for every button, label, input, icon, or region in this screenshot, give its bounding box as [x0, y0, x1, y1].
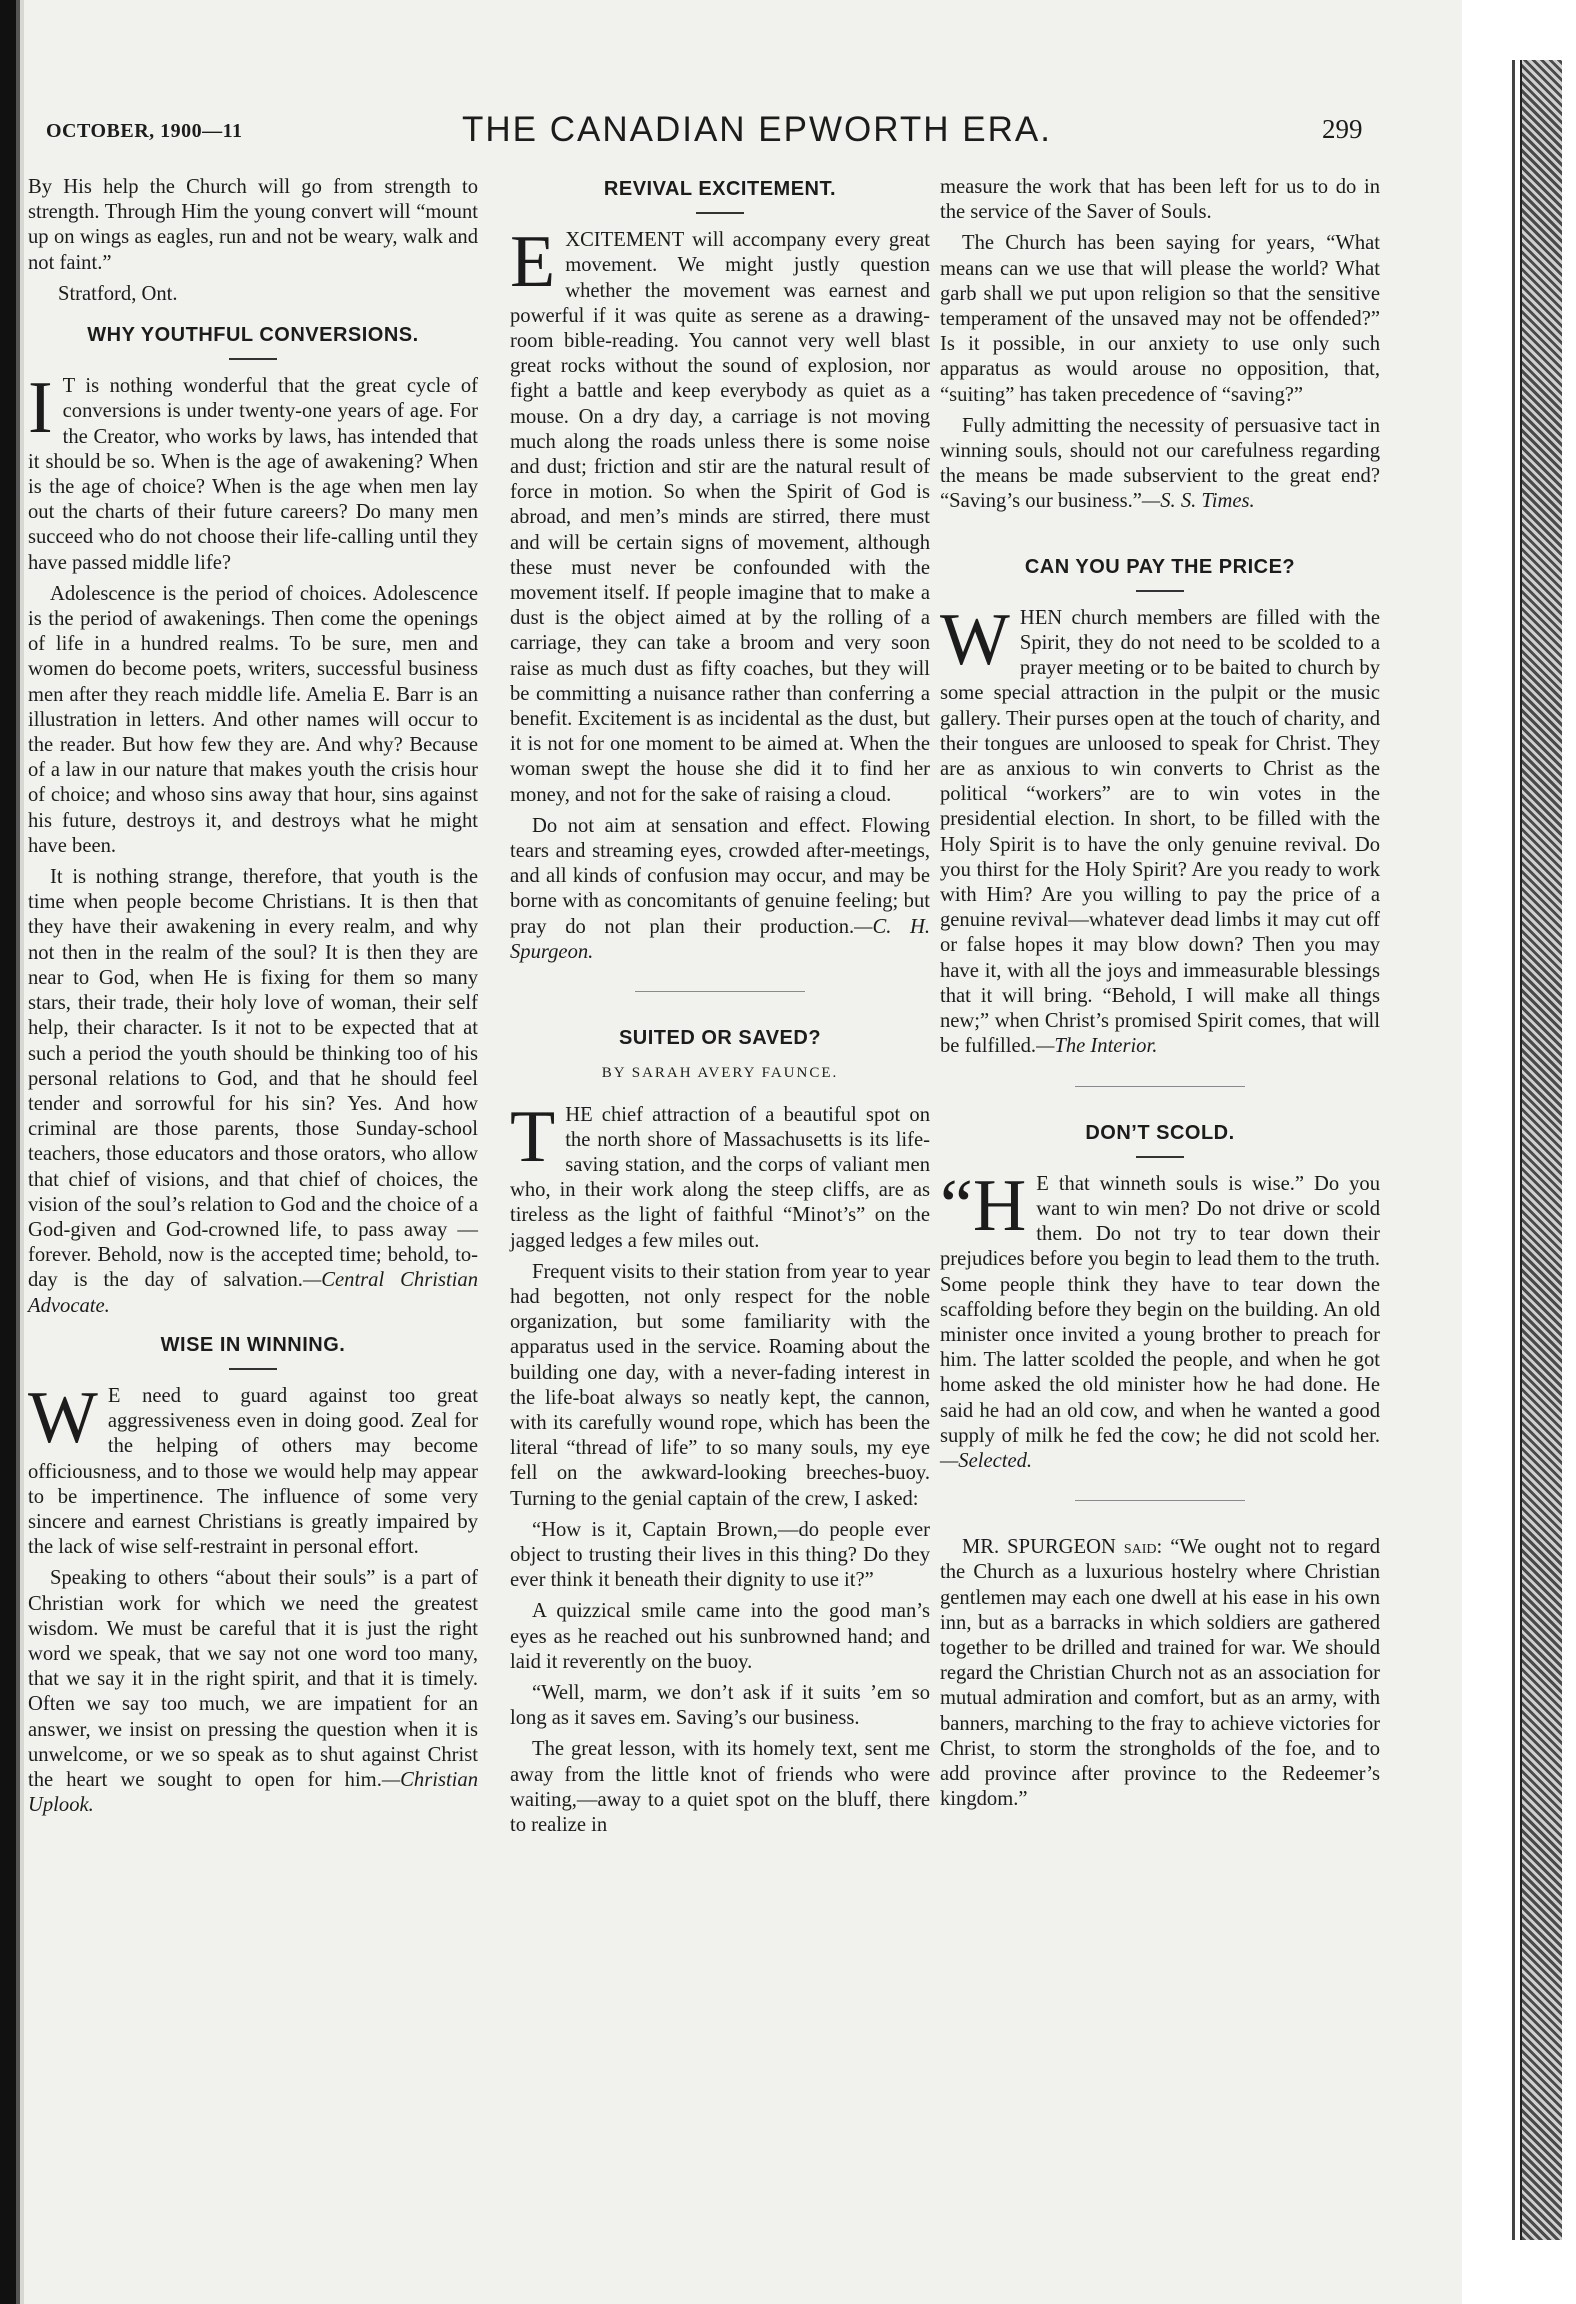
drop-cap: W: [940, 598, 1010, 681]
article-title: REVIVAL EXCITEMENT.: [603, 178, 837, 200]
article-paragraph: The Church has been saying for years, “What means can we use that will please the world? What garb shall we put upon religion so that the sensitive temperament of the unsaved may not be offended?” Is it possible, in our anxiety to use only such apparatus as would arouse no opposition, that, “suiting” has taken precedence of “saving?”: [940, 232, 1380, 406]
publication-title: THE CANADIAN EPWORTH ERA.: [462, 110, 1052, 149]
article-paragraph: “How is it, Captain Brown,—do people ever object to trusting their lives in this thing? Do they ever think it beneath their dignity to use it?”: [510, 1518, 930, 1592]
drop-cap: I: [28, 367, 53, 450]
intro-signature: Stratford, Ont.: [58, 282, 178, 305]
title-rule: [229, 1368, 277, 1370]
article-paragraph: The great lesson, with its homely text, sent me away from the little knot of friends who were waiting,—away to a quiet spot on the bluff, there to realize in: [510, 1738, 930, 1836]
article-paragraph: Do not aim at sensation and effect. Flowing tears and streaming eyes, crowded after-meetings, and all kinds of confusion may occur, and may be borne with as concomitants of genuine feeling; but pray do not plan their production.—C. H. Spurgeon.: [510, 814, 930, 963]
article-paragraph: WHEN church members are filled with the Spirit, they do not need to be scolded to a prayer meeting or to be baited to church by some special attraction in the pulpit or the music gallery. Their purses open at the touch of charity, and their tongues are unloosed to speak for Christ. They are as anxious to win converts to Christ as the political “workers” are to win votes in the presidential election. In short, to be filled with the Holy Spirit is to have the only genuine revival. Do you thirst for the Holy Spirit? Are you ready to work with Him? Are you willing to pay the price of a genuine revival—whatever dead limbs it may cut off or false hopes it may blow down? Then you may have it, with all the joys and immeasurable blessings that it will bring. “Behold, I will make all things new;” when Christ’s promised Spirit comes, that will be fulfilled.—The Interior.: [940, 598, 1380, 1058]
article-attribution: —The Interior.: [1036, 1035, 1158, 1058]
page-number: 299: [1322, 114, 1363, 144]
title-rule: [1136, 590, 1184, 592]
column-left: [28, 175, 478, 1824]
article-title: CAN YOU PAY THE PRICE?: [1024, 555, 1296, 578]
section-separator: [1075, 1086, 1245, 1087]
section-separator: [1075, 1500, 1245, 1501]
title-rule: [1136, 1156, 1184, 1158]
drop-cap: “H: [940, 1164, 1027, 1247]
article-attribution: —Christian Uplook.: [28, 1768, 478, 1817]
article-paragraph: MR. SPURGEON said: “We ought not to regard the Church as a luxurious hostelry where Christian gentlemen may each one dwell at his ease in his own inn, but as a barracks in which soldiers are gathered together to be drilled and trained for war. We should regard the Christian Church not as an association for mutual admiration and comfort, but as an army, with banners, marching to the fray to achieve victories for Christ, to storm the strongholds of the foe, and to add province after province to the Redeemer’s kingdom.”: [940, 1536, 1381, 1811]
title-rule: [696, 212, 744, 214]
article-paragraph: “Well, marm, we don’t ask if it suits ’em so long as it saves em. Saving’s our business.: [510, 1681, 930, 1730]
drop-cap: W: [28, 1376, 98, 1459]
article-paragraph: EXCITEMENT will accompany every great movement. We might justly question whether the movement was earnest and powerful if it was quite as serene as a drawing-room bible-reading. You cannot very well blast great rocks without the sound of explosion, nor fight a battle and keep everybody as quiet as a mouse. On a dry day, a carriage is not moving much along the roads unless there is some noise and dust; friction and stir are the natural result of force in motion. So when the Spirit of God is abroad, and men’s minds are stirred, there must and will be certain signs of movement, although these must never be confounded with the movement itself. If people imagine that to make a dust is the object aimed at by the rolling of a carriage, they can take a broom and very soon raise as much dust as fifty coaches, but they will be committing a nuisance rather than conferring a benefit. Excitement is as incidental as the dust, but it is not for one moment to be aimed at. When the woman swept the house she did it to find her money, and not for the sake of raising a cloud.: [510, 221, 930, 806]
article-paragraph: Fully admitting the necessity of persuasive tact in winning souls, should not our carefulness regarding the means be made subservient to the great end? “Saving’s our business.”—S. S. Times.: [940, 414, 1380, 513]
drop-cap: T: [510, 1095, 556, 1178]
article-paragraph: A quizzical smile came into the good man’s eyes as he reached out his sunbrowned hand; and laid it reverently on the buoy.: [510, 1600, 930, 1673]
book-binding-edge: [1520, 60, 1562, 2240]
article-paragraph: measure the work that has been left for us to do in the service of the Saver of Souls.: [940, 176, 1380, 224]
article-attribution: —S. S. Times.: [1141, 490, 1255, 513]
issue-date: OCTOBER, 1900—11: [46, 120, 243, 142]
article-title: WISE IN WINNING.: [160, 1333, 346, 1356]
article-attribution: —Central Christian Advocate.: [28, 1269, 478, 1317]
article-paragraph: I T is nothing wonderful that the great cycle of conversions is under twenty-one years of age. For the Creator, who works by laws, has intended that it should be so. When is the age of awakening? When is the age of choice? When is the age when men lay out the charts of their future careers? Do many men succeed who do not choose their life-calling until they have passed middle life?: [28, 367, 478, 574]
article-title: DON’T SCOLD.: [1085, 1121, 1235, 1144]
article-paragraph: Adolescence is the period of choices. Adolescence is the period of awakenings. Then come the openings of life in a hundred realms. To be sure, men and women do become poets, writers, successful business men after they reach middle life. Amelia E. Barr is an illustration in letters. And other names will occur to the reader. But how few they are. And why? Because of a law in our nature that makes youth the crisis hour of choice; and whoso sins away that hour, sins against his future, destroys it, and destroys what he might have been.: [28, 582, 478, 857]
intro-paragraph: By His help the Church will go from strength to strength. Through Him the young convert will “mount up on wings as eagles, run and not be weary, walk and not faint.”: [28, 176, 478, 274]
column-right: [940, 175, 1380, 1818]
binding-line: [1512, 60, 1515, 2240]
column-middle: [510, 175, 930, 1844]
article-paragraph: Speaking to others “about their souls” is a part of Christian work for which we need the greatest wisdom. We must be careful that it is just the right word we speak, that we say not one word too many, that we say it in the right spirit, and that it is timely. Often we say too much, we are impatient for an answer, we insist on pressing the question when it is unwelcome, or we so speak as to shut against Christ the heart we sought to open for him.—Christian Uplook.: [28, 1567, 478, 1817]
article-title: SUITED OR SAVED?: [618, 1027, 822, 1050]
article-paragraph: Frequent visits to their station from year to year had begotten, not only respect for the noble organization, but some familiarity with the apparatus used in the service. Roaming about the building one day, with a never-fading interest in the life-boat always so neatly kept, the cannon, with its carefully wound rope, which has been the literal “thread of life” to so many souls, my eye fell on the awkward-looking breeches-buoy. Turning to the genial captain of the crew, I asked:: [510, 1260, 930, 1510]
drop-cap: E: [510, 221, 556, 304]
article-paragraph: W E need to guard against too great aggressiveness even in doing good. Zeal for the helping of others may become officiousness, and to those we would help may appear to be impertinence. The influence of some very sincere and earnest Christians is greatly impaired by the lack of wise self-restraint in personal effort.: [28, 1376, 478, 1559]
quote-lead: MR. SPURGEON said:: [962, 1536, 1163, 1559]
article-attribution: —Selected.: [940, 1449, 1033, 1472]
running-header: [44, 110, 1384, 164]
article-title: WHY YOUTHFUL CONVERSIONS.: [87, 324, 419, 347]
page-left-edge: [0, 0, 24, 2304]
article-byline: BY SARAH AVERY FAUNCE.: [601, 1065, 839, 1082]
article-attribution: —C. H. Spurgeon.: [510, 915, 930, 963]
article-paragraph: THE chief attraction of a beautiful spot on the north shore of Massachusetts is its life-saving station, and the corps of valiant men who, in their work along the steep cliffs, are as tireless as the light of faithful “Minot’s” on the jagged ledges a few miles out.: [510, 1095, 930, 1252]
section-separator: [635, 991, 805, 992]
title-rule: [229, 358, 277, 360]
article-paragraph: It is nothing strange, therefore, that youth is the time when people become Christians. It is then that they have their awakening in every realm, and why not then in the realm of the soul? It is then they are near to God, when He is fixing for them so many stars, their trade, their holy love of woman, their self help, their character. Is it not to be expected that at such a period the youth should be thinking too of his personal relations to God, and that he should feel tender and sorrowful for his sin? Yes. And how criminal are those parents, those Sunday-school teachers, those educators and those orators, who allow that chief of visions, and that chief of choices, the vision of the soul’s relation to God and the choice of a God-given and God-crowned life, to pass away —forever. Behold, now is the accepted time; behold, to-day is the day of salvation.—Central Christian Advocate.: [28, 866, 478, 1317]
article-paragraph: “H E that winneth souls is wise.” Do you want to win men? Do not drive or scold them. Do not try to tear down their prejudices before you begin to lead them to the truth. Some people think they have to tear down the scaffolding before they begin on the building. An old minister once invited a young brother to preach for him. The latter scolded the people, and when he got home asked the old minister how he had done. He said he had an old cow, and when he wanted a good supply of milk he fed the cow; he did not scold her.—Selected.: [940, 1164, 1380, 1472]
